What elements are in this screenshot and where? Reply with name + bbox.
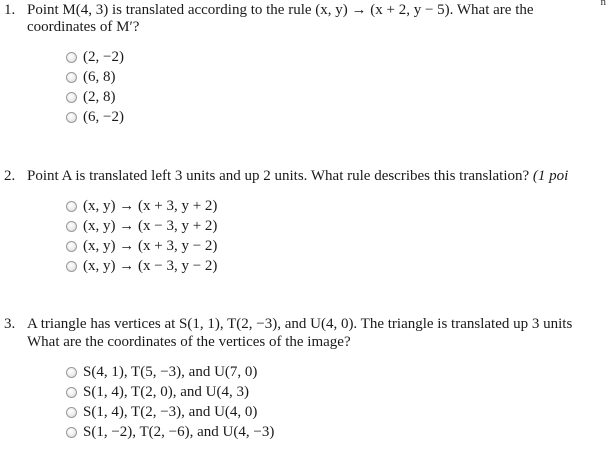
radio-button-icon[interactable] — [66, 407, 77, 418]
question-text-line2: What are the coordinates of the vertices of the image? — [27, 334, 351, 350]
option-1a[interactable] — [66, 47, 124, 67]
option-label: S(1, 4), T(2, 0), and U(4, 3) — [83, 383, 249, 400]
option-3a[interactable] — [66, 362, 257, 382]
option-label: (x, y) → (x + 3, y + 2) — [83, 197, 218, 214]
option-3b[interactable] — [66, 382, 249, 402]
question-number: 2. — [4, 168, 16, 184]
radio-button-icon[interactable] — [66, 52, 77, 63]
option-3d[interactable] — [66, 422, 274, 442]
option-1b[interactable] — [66, 67, 116, 87]
option-2d[interactable] — [66, 256, 217, 276]
question-text-line1: A triangle has vertices at S(1, 1), T(2, −3), and U(4, 0). The triangle is translated up 3 units — [27, 316, 573, 332]
option-label: S(4, 1), T(5, −3), and U(7, 0) — [83, 363, 258, 380]
radio-button-icon[interactable] — [66, 201, 77, 212]
option-1c[interactable] — [66, 87, 116, 107]
radio-button-icon[interactable] — [66, 241, 77, 252]
option-label: (6, −2) — [83, 108, 124, 125]
question-number: 1. — [4, 2, 16, 18]
option-label: (x, y) → (x + 3, y − 2) — [83, 237, 218, 254]
question-text-line1 — [27, 168, 568, 185]
option-2b[interactable] — [66, 216, 217, 236]
option-3c[interactable] — [66, 402, 257, 422]
option-2a[interactable] — [66, 196, 217, 216]
option-2c[interactable] — [66, 236, 217, 256]
option-label: (x, y) → (x − 3, y + 2) — [83, 217, 218, 234]
question-number: 3. — [4, 316, 16, 332]
option-1d[interactable] — [66, 107, 124, 127]
radio-button-icon[interactable] — [66, 427, 77, 438]
option-label: (6, 8) — [83, 68, 116, 85]
option-label: (2, −2) — [83, 48, 124, 65]
radio-button-icon[interactable] — [66, 72, 77, 83]
option-label: (x, y) → (x − 3, y − 2) — [83, 257, 218, 274]
option-label: S(1, −2), T(2, −6), and U(4, −3) — [83, 423, 275, 440]
option-label: (2, 8) — [83, 88, 116, 105]
radio-button-icon[interactable] — [66, 112, 77, 123]
points-label: (1 poi — [532, 168, 569, 184]
option-label: S(1, 4), T(2, −3), and U(4, 0) — [83, 403, 258, 420]
radio-button-icon[interactable] — [66, 367, 77, 378]
corner-mark: n — [600, 0, 606, 8]
radio-button-icon[interactable] — [66, 92, 77, 103]
radio-button-icon[interactable] — [66, 261, 77, 272]
question-text-line2: coordinates of M′? — [27, 19, 140, 35]
question-text: Point A is translated left 3 units and up 2 units. What rule describes this translation? — [27, 168, 530, 184]
radio-button-icon[interactable] — [66, 221, 77, 232]
radio-button-icon[interactable] — [66, 387, 77, 398]
question-text-line1: Point M(4, 3) is translated according to the rule (x, y) → (x + 2, y − 5). What are the — [27, 2, 534, 18]
